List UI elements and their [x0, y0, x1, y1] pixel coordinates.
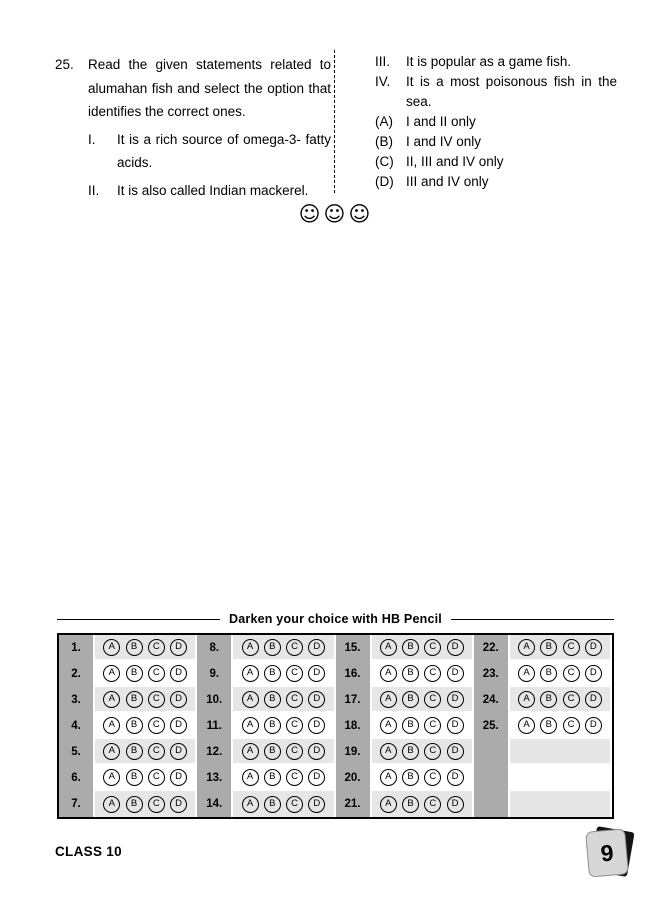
class-label: CLASS 10 [55, 844, 122, 859]
answer-bubble-20-D[interactable]: D [447, 769, 464, 786]
question-number-cell-21: 21. [336, 791, 370, 817]
question-number-cell-empty [474, 765, 508, 791]
question-number-cell-5: 5. [59, 739, 93, 765]
question-number-cell-10: 10. [197, 687, 231, 713]
answer-bubble-23-C[interactable]: C [563, 665, 580, 682]
option-A [375, 112, 617, 132]
question-number-cell-18: 18. [336, 713, 370, 739]
page-number: 9 [599, 838, 615, 867]
answer-bubble-22-C[interactable]: C [563, 639, 580, 656]
question-number-cell-3: 3. [59, 687, 93, 713]
answer-bubble-5-C[interactable]: C [148, 743, 165, 760]
answer-bubble-18-A[interactable]: A [380, 717, 397, 734]
answer-bubble-10-A[interactable]: A [242, 691, 259, 708]
option-text: III and IV only [406, 174, 489, 189]
answer-bubble-15-D[interactable]: D [447, 639, 464, 656]
answer-row-7 [93, 791, 197, 817]
answer-bubble-21-D[interactable]: D [447, 796, 464, 813]
statement-label: IV. [375, 74, 391, 89]
answer-bubble-7-B[interactable]: B [126, 796, 143, 813]
question-number-cell-20: 20. [336, 765, 370, 791]
option-label: (A) [375, 114, 393, 129]
answer-bubble-12-A[interactable]: A [242, 743, 259, 760]
option-text: I and IV only [406, 134, 482, 149]
answer-bubble-23-A[interactable]: A [518, 665, 535, 682]
answer-row-5 [93, 739, 197, 765]
answer-bubble-16-D[interactable]: D [447, 665, 464, 682]
answer-bubble-7-A[interactable]: A [103, 796, 120, 813]
answer-bubble-21-A[interactable]: A [380, 796, 397, 813]
statement-IV [375, 72, 617, 112]
question-number-cell-16: 16. [336, 661, 370, 687]
answer-sheet [57, 611, 614, 819]
answer-grid [57, 633, 614, 819]
question-number-cell-19: 19. [336, 739, 370, 765]
answer-bubble-2-A[interactable]: A [103, 665, 120, 682]
smiley-icons: ☺☺☺ [298, 202, 374, 226]
answer-sheet-header [57, 611, 614, 627]
statement-label: III. [375, 54, 391, 69]
answer-bubble-13-C[interactable]: C [286, 769, 303, 786]
answer-bubble-20-B[interactable]: B [402, 769, 419, 786]
statement-I [88, 128, 333, 175]
answer-row-11 [231, 713, 335, 739]
statement-text [117, 128, 331, 175]
stem-line: alumahan fish and select the option that [88, 80, 331, 96]
statement-line: It is popular as a game fish. [406, 54, 572, 69]
answer-bubble-5-B[interactable]: B [126, 743, 143, 760]
answer-bubble-8-B[interactable]: B [264, 639, 281, 656]
answer-bubble-2-C[interactable]: C [148, 665, 165, 682]
answer-bubble-12-D[interactable]: D [308, 743, 325, 760]
answer-bubble-24-B[interactable]: B [540, 691, 557, 708]
option-C [375, 152, 617, 172]
answer-bubble-1-A[interactable]: A [103, 639, 120, 656]
option-text: II, III and IV only [406, 154, 504, 169]
answer-bubble-17-A[interactable]: A [380, 691, 397, 708]
answer-bubble-13-B[interactable]: B [264, 769, 281, 786]
answer-row-13 [231, 765, 335, 791]
answer-bubble-25-D[interactable]: D [585, 717, 602, 734]
question-number: 25. [55, 57, 74, 72]
answer-bubble-17-C[interactable]: C [424, 691, 441, 708]
answer-bubble-23-D[interactable]: D [585, 665, 602, 682]
header-rule-left [57, 619, 220, 620]
answer-bubble-12-C[interactable]: C [286, 743, 303, 760]
answer-bubble-5-D[interactable]: D [170, 743, 187, 760]
answer-bubble-10-D[interactable]: D [308, 691, 325, 708]
answer-row-14 [231, 791, 335, 817]
answer-bubble-16-C[interactable]: C [424, 665, 441, 682]
answer-bubble-14-B[interactable]: B [264, 796, 281, 813]
answer-bubble-13-D[interactable]: D [308, 769, 325, 786]
answer-bubble-15-B[interactable]: B [402, 639, 419, 656]
option-B [375, 132, 617, 152]
option-text: I and II only [406, 114, 476, 129]
answer-bubble-11-A[interactable]: A [242, 717, 259, 734]
answer-bubble-24-A[interactable]: A [518, 691, 535, 708]
answer-bubble-9-D[interactable]: D [308, 665, 325, 682]
stem-line: identifies the correct ones. [88, 104, 246, 119]
answer-row-25 [508, 713, 612, 739]
answer-bubble-25-A[interactable]: A [518, 717, 535, 734]
answer-row-3 [93, 687, 197, 713]
answer-bubble-21-C[interactable]: C [424, 796, 441, 813]
answer-bubble-9-C[interactable]: C [286, 665, 303, 682]
answer-sheet-title: Darken your choice with HB Pencil [229, 612, 442, 626]
answer-bubble-19-A[interactable]: A [380, 743, 397, 760]
answer-bubble-19-D[interactable]: D [447, 743, 464, 760]
question-left-column [55, 53, 333, 202]
answer-bubble-6-C[interactable]: C [148, 769, 165, 786]
statement-label: I. [88, 131, 96, 147]
statement-line: acids. [117, 155, 153, 170]
answer-bubble-20-A[interactable]: A [380, 769, 397, 786]
answer-row-4 [93, 713, 197, 739]
question-stem [55, 53, 333, 124]
statement-text [117, 179, 331, 203]
question-number-cell-12: 12. [197, 739, 231, 765]
answer-row-22 [508, 635, 612, 661]
question-number-cell-1: 1. [59, 635, 93, 661]
question-number-cell-2: 2. [59, 661, 93, 687]
statement-line: It is a most poisonous fish in the [406, 74, 617, 89]
question-number-cell-17: 17. [336, 687, 370, 713]
answer-bubble-22-D[interactable]: D [585, 639, 602, 656]
answer-bubble-15-A[interactable]: A [380, 639, 397, 656]
answer-bubble-7-D[interactable]: D [170, 796, 187, 813]
answer-bubble-3-D[interactable]: D [170, 691, 187, 708]
answer-row-17 [370, 687, 474, 713]
question-number-cell-24: 24. [474, 687, 508, 713]
question-number-cell-4: 4. [59, 713, 93, 739]
answer-row-20 [370, 765, 474, 791]
answer-bubble-25-C[interactable]: C [563, 717, 580, 734]
question-number-cell-23: 23. [474, 661, 508, 687]
statement-label: II. [88, 182, 100, 198]
answer-bubble-4-D[interactable]: D [170, 717, 187, 734]
question-number-cell-8: 8. [197, 635, 231, 661]
answer-bubble-4-B[interactable]: B [126, 717, 143, 734]
answer-bubble-14-C[interactable]: C [286, 796, 303, 813]
answer-bubble-3-A[interactable]: A [103, 691, 120, 708]
answer-bubble-8-D[interactable]: D [308, 639, 325, 656]
answer-bubble-8-C[interactable]: C [286, 639, 303, 656]
answer-bubble-15-C[interactable]: C [424, 639, 441, 656]
answer-bubble-18-C[interactable]: C [424, 717, 441, 734]
question-number-cell-15: 15. [336, 635, 370, 661]
answer-bubble-23-B[interactable]: B [540, 665, 557, 682]
question-number-cell-11: 11. [197, 713, 231, 739]
answer-bubble-24-C[interactable]: C [563, 691, 580, 708]
answer-row-15 [370, 635, 474, 661]
answer-bubble-9-A[interactable]: A [242, 665, 259, 682]
answer-bubble-14-A[interactable]: A [242, 796, 259, 813]
answer-bubble-20-C[interactable]: C [424, 769, 441, 786]
answer-row-16 [370, 661, 474, 687]
answer-bubble-4-C[interactable]: C [148, 717, 165, 734]
badge-card [585, 828, 629, 877]
question-number-cell-13: 13. [197, 765, 231, 791]
answer-bubble-9-B[interactable]: B [264, 665, 281, 682]
answer-row-19 [370, 739, 474, 765]
statement-III [375, 52, 617, 72]
answer-row-21 [370, 791, 474, 817]
answer-bubble-14-D[interactable]: D [308, 796, 325, 813]
answer-bubble-13-A[interactable]: A [242, 769, 259, 786]
question-number-cell-25: 25. [474, 713, 508, 739]
answer-row-9 [231, 661, 335, 687]
statement-text [406, 72, 617, 112]
answer-bubble-11-D[interactable]: D [308, 717, 325, 734]
answer-row-empty [508, 765, 612, 791]
answer-bubble-16-B[interactable]: B [402, 665, 419, 682]
statement-II [88, 179, 333, 203]
answer-bubble-1-D[interactable]: D [170, 639, 187, 656]
stem-line: Read the given statements related to [88, 57, 331, 72]
question-number-cell-empty [474, 791, 508, 817]
answer-bubble-17-B[interactable]: B [402, 691, 419, 708]
answer-bubble-4-A[interactable]: A [103, 717, 120, 734]
statement-line: It is also called Indian mackerel. [117, 182, 309, 198]
answer-bubble-6-D[interactable]: D [170, 769, 187, 786]
answer-row-6 [93, 765, 197, 791]
question-number-cell-6: 6. [59, 765, 93, 791]
answer-bubble-11-B[interactable]: B [264, 717, 281, 734]
statement-line: It is a rich source of omega-3- fatty [117, 131, 331, 147]
answer-bubble-10-B[interactable]: B [264, 691, 281, 708]
header-rule-right [451, 619, 614, 620]
answer-bubble-25-B[interactable]: B [540, 717, 557, 734]
answer-row-23 [508, 661, 612, 687]
answer-bubble-2-D[interactable]: D [170, 665, 187, 682]
answer-row-10 [231, 687, 335, 713]
answer-bubble-17-D[interactable]: D [447, 691, 464, 708]
option-label: (B) [375, 134, 393, 149]
column-divider [334, 50, 335, 193]
question-number-cell-empty [474, 739, 508, 765]
question-number-cell-7: 7. [59, 791, 93, 817]
answer-bubble-1-B[interactable]: B [126, 639, 143, 656]
answer-bubble-2-B[interactable]: B [126, 665, 143, 682]
answer-row-8 [231, 635, 335, 661]
answer-row-1 [93, 635, 197, 661]
answer-bubble-24-D[interactable]: D [585, 691, 602, 708]
answer-bubble-21-B[interactable]: B [402, 796, 419, 813]
option-D [375, 172, 617, 192]
answer-bubble-16-A[interactable]: A [380, 665, 397, 682]
answer-bubble-5-A[interactable]: A [103, 743, 120, 760]
answer-bubble-7-C[interactable]: C [148, 796, 165, 813]
answer-bubble-6-B[interactable]: B [126, 769, 143, 786]
answer-bubble-3-B[interactable]: B [126, 691, 143, 708]
option-label: (C) [375, 154, 394, 169]
answer-bubble-22-B[interactable]: B [540, 639, 557, 656]
answer-row-2 [93, 661, 197, 687]
answer-row-empty [508, 791, 612, 817]
answer-bubble-18-B[interactable]: B [402, 717, 419, 734]
statement-line: sea. [406, 94, 432, 109]
answer-row-18 [370, 713, 474, 739]
question-stem-text [88, 53, 331, 124]
answer-bubble-18-D[interactable]: D [447, 717, 464, 734]
answer-bubble-1-C[interactable]: C [148, 639, 165, 656]
question-number-cell-14: 14. [197, 791, 231, 817]
answer-bubble-19-C[interactable]: C [424, 743, 441, 760]
answer-row-24 [508, 687, 612, 713]
answer-bubble-12-B[interactable]: B [264, 743, 281, 760]
answer-bubble-6-A[interactable]: A [103, 769, 120, 786]
question-number-cell-22: 22. [474, 635, 508, 661]
answer-bubble-19-B[interactable]: B [402, 743, 419, 760]
answer-bubble-3-C[interactable]: C [148, 691, 165, 708]
question-number-cell-9: 9. [197, 661, 231, 687]
statement-text [406, 52, 617, 72]
option-label: (D) [375, 174, 394, 189]
answer-row-empty [508, 739, 612, 765]
answer-bubble-8-A[interactable]: A [242, 639, 259, 656]
answer-row-12 [231, 739, 335, 765]
answer-bubble-11-C[interactable]: C [286, 717, 303, 734]
answer-bubble-22-A[interactable]: A [518, 639, 535, 656]
question-right-column [375, 52, 617, 192]
page-number-badge [585, 826, 637, 882]
answer-bubble-10-C[interactable]: C [286, 691, 303, 708]
